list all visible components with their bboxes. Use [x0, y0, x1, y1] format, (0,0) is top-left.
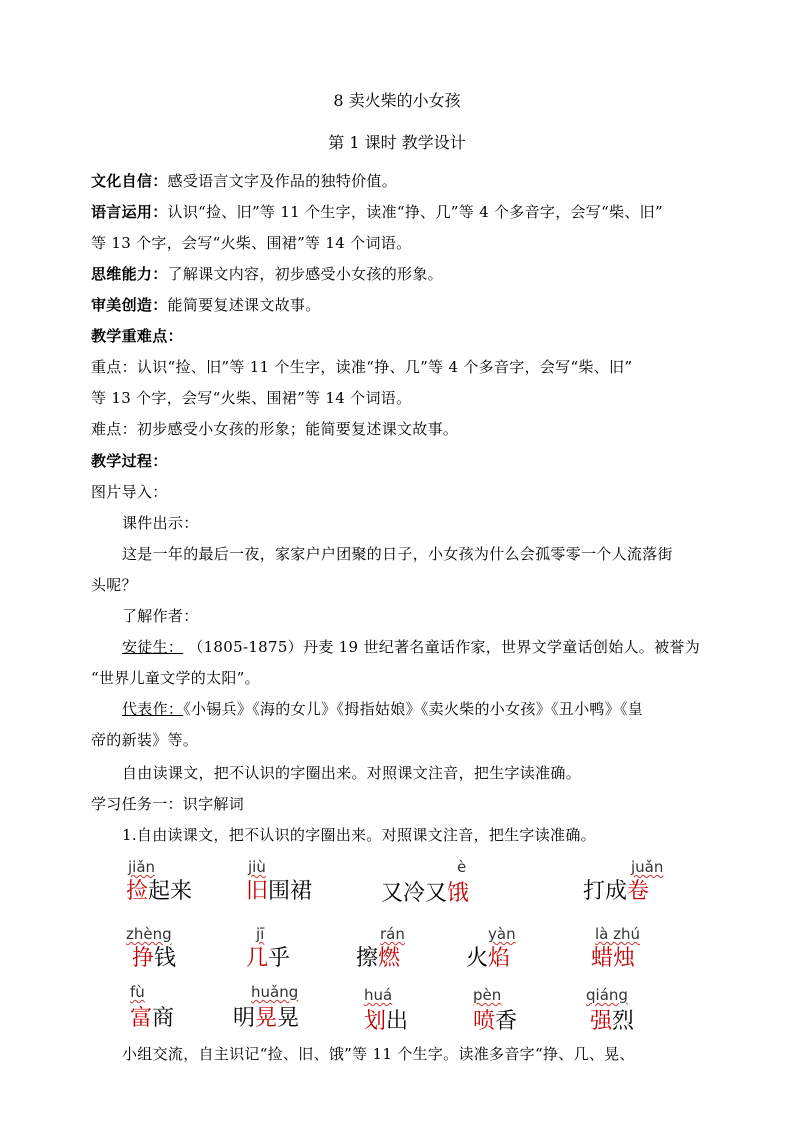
context-char: 擦: [356, 946, 379, 971]
pinyin: rán: [380, 925, 405, 943]
author-line: [122, 636, 700, 657]
pinyin: huá: [364, 986, 393, 1004]
pinyin: zhèng: [126, 925, 172, 943]
word-text: [233, 1001, 299, 1032]
new-char: 蜡烛: [591, 946, 636, 971]
word-text: [590, 1004, 634, 1035]
pinyin: qiáng: [586, 986, 628, 1004]
goal-thinking: [91, 263, 443, 284]
new-char: 挣: [132, 946, 155, 971]
new-char: 划: [364, 1009, 387, 1034]
context-char: 火: [466, 946, 489, 971]
word-text: [126, 874, 192, 905]
word-text: [246, 874, 312, 905]
context-char: 打成: [583, 879, 628, 904]
works-line: [122, 698, 643, 719]
process-heading: 教学过程：: [91, 452, 168, 470]
key-point-line: 等 13 个字，会写“火柴、围裙”等 14 个词语。: [91, 389, 412, 407]
pinyin: jiù: [248, 858, 266, 876]
goal-label: 语言运用：: [91, 203, 168, 221]
new-char: 捡: [126, 879, 149, 904]
key-point-line: 重点：认识“捡、旧”等 11 个生字，读准“挣、几”等 4 个多音字，会写“柴、旧”: [91, 358, 633, 376]
pinyin: juǎn: [631, 858, 664, 876]
pinyin: huǎng: [251, 983, 299, 1001]
works-line-cont: 帝的新装》等。: [91, 731, 199, 749]
reading-instruction: 自由读课文，把不认识的字圈出来。对照课文注音，把生字读准确。: [122, 764, 582, 782]
goal-text: 认识“捡、旧”等 11 个生字，读准“挣、几”等 4 个多音字，会写“柴、旧”: [167, 203, 663, 221]
goal-aesthetic: [91, 294, 321, 315]
new-char: 强: [590, 1009, 613, 1034]
word-text: [132, 941, 176, 972]
word-text: [591, 941, 635, 972]
author-line-cont: “世界儿童文学的太阳”。: [91, 669, 260, 687]
key-points-heading: 教学重难点：: [91, 327, 183, 345]
goal-language: [91, 201, 663, 222]
story-question-cont: 头呢？: [91, 576, 137, 594]
author-name: 安徒生：: [122, 638, 184, 656]
context-char: 乎: [268, 946, 291, 971]
pinyin: yàn: [488, 925, 516, 943]
goal-text: 了解课文内容，初步感受小女孩的形象。: [167, 265, 443, 283]
goal-culture: [91, 170, 397, 191]
word-text: [356, 941, 400, 972]
new-char: 焰: [488, 946, 511, 971]
new-char: 晃: [255, 1006, 278, 1031]
goal-label: 文化自信：: [91, 172, 168, 190]
context-char: 钱: [154, 946, 177, 971]
word-text: [130, 1001, 174, 1032]
word-text: [473, 1004, 517, 1035]
pinyin: pèn: [473, 986, 502, 1004]
works-label: 代表作：: [122, 700, 184, 718]
task-step: 1.自由读课文，把不认识的字圈出来。对照课文注音，把生字读准确。: [122, 826, 596, 844]
goal-language-cont: 等 13 个字，会写“火柴、围裙”等 14 个词语。: [91, 234, 412, 252]
context-char: 起来: [148, 879, 193, 904]
courseware-label: 课件出示：: [122, 514, 199, 532]
new-char: 几: [246, 946, 269, 971]
new-char: 喷: [473, 1009, 496, 1034]
lesson-subtitle: 第 1 课时 教学设计: [328, 133, 466, 152]
word-text: [466, 941, 510, 972]
context-char: 明: [233, 1006, 256, 1031]
intro-heading: 图片导入：: [91, 483, 168, 501]
context-char: 出: [386, 1009, 409, 1034]
new-char: 富: [130, 1006, 153, 1031]
new-char: 旧: [246, 879, 269, 904]
goal-label: 审美创造：: [91, 296, 168, 314]
word-text: [583, 874, 649, 905]
new-char: 燃: [378, 946, 401, 971]
context-char: 晃: [277, 1006, 300, 1031]
key-point-line: 难点：初步感受小女孩的形象；能简要复述课文故事。: [91, 420, 459, 438]
group-discussion: 小组交流，自主识记“捡、旧、饿”等 11 个生字。读准多音字“挣、几、晃、: [122, 1045, 635, 1063]
story-question: 这是一年的最后一夜，家家户户团聚的日子，小女孩为什么会孤零零一个人流落街: [122, 545, 673, 563]
pinyin: là zhú: [595, 925, 641, 943]
word-text: [364, 1004, 408, 1035]
task-heading: 学习任务一：识字解词: [91, 795, 245, 813]
word-text: [381, 876, 469, 907]
goal-text: 感受语言文字及作品的独特价值。: [167, 172, 398, 190]
context-char: 香: [495, 1009, 518, 1034]
context-char: 商: [152, 1006, 175, 1031]
pinyin: è: [457, 858, 467, 876]
author-heading: 了解作者：: [122, 607, 199, 625]
word-text: [246, 941, 290, 972]
context-char: 围裙: [268, 879, 313, 904]
new-char: 卷: [627, 879, 650, 904]
pinyin: jiǎn: [128, 858, 156, 876]
new-char: 饿: [447, 881, 470, 906]
context-char: 又冷又: [381, 881, 448, 906]
goal-text: 能简要复述课文故事。: [167, 296, 321, 314]
goal-label: 思维能力：: [91, 265, 168, 283]
pinyin: jī: [256, 925, 265, 943]
author-desc: （1805-1875）丹麦 19 世纪著名童话作家，世界文学童话创始人。被誉为: [183, 638, 701, 656]
works-list: 《小锡兵》《海的女儿》《拇指姑娘》《卖火柴的小女孩》《丑小鸭》《皇: [183, 700, 644, 718]
context-char: 烈: [612, 1009, 635, 1034]
lesson-title: 8 卖火柴的小女孩: [333, 91, 461, 110]
pinyin: fù: [130, 983, 145, 1001]
